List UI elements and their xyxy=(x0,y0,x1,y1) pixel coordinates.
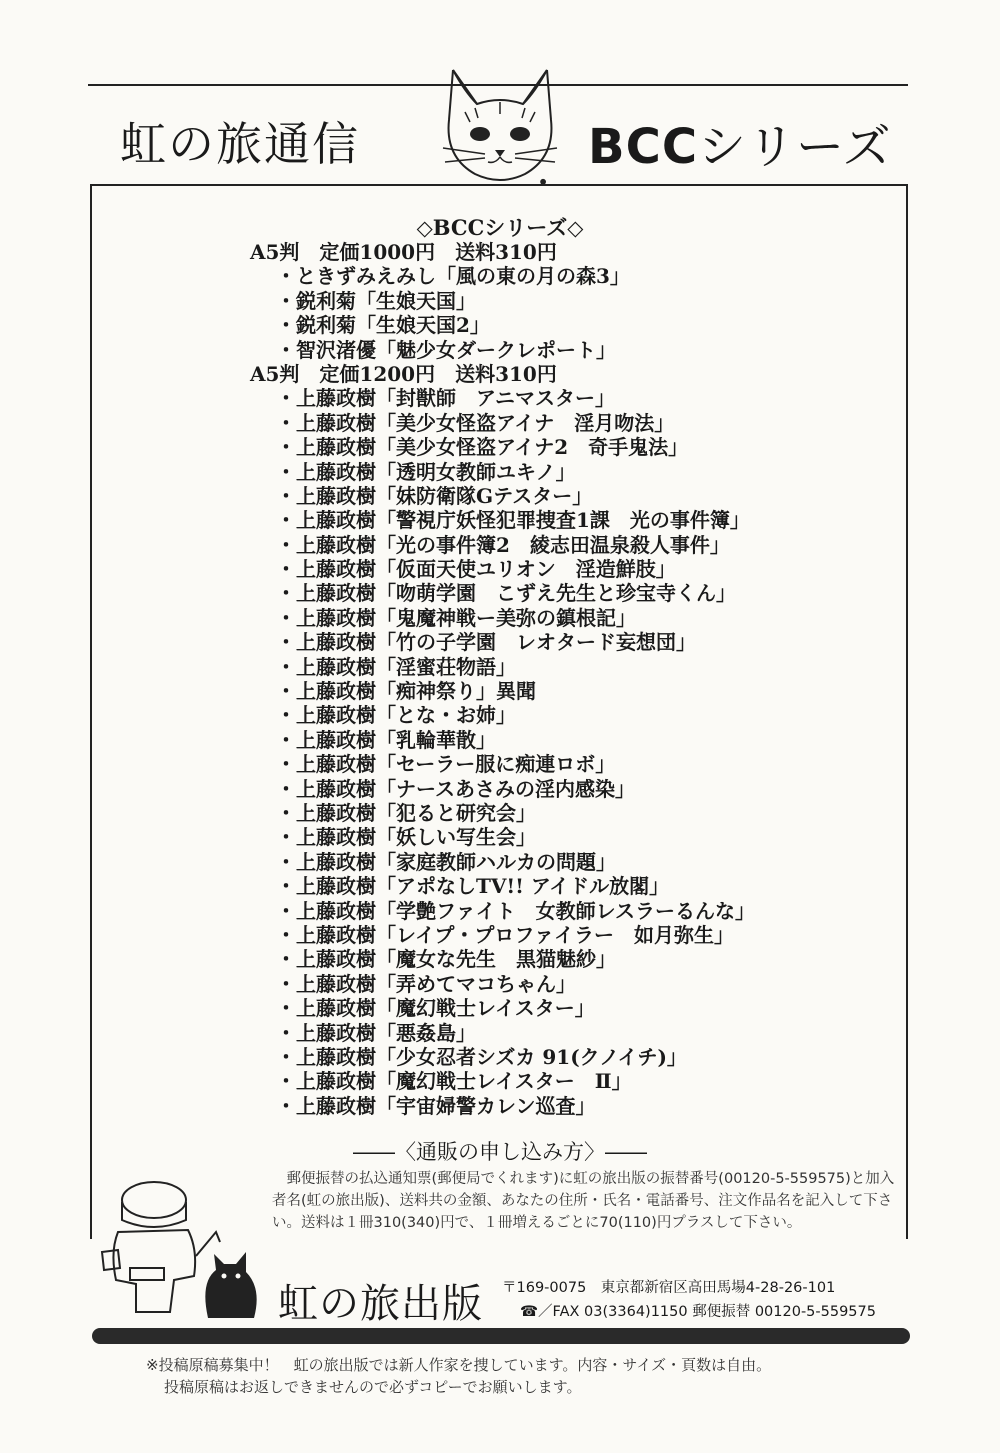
publisher-address: 〒169-0075 東京都新宿区高田馬場4-28-26-101 xyxy=(502,1280,836,1296)
series-header xyxy=(588,108,892,177)
book-list-item: ・ 上藤政樹「吻萌学園 こずえ先生と珍宝寺くん」 xyxy=(250,581,755,605)
book-list-item: ・ 上藤政樹「学艶ファイト 女教師レスラーるんな」 xyxy=(250,899,755,923)
book-list-item: ・ 上藤政樹「淫蜜荘物語」 xyxy=(250,655,755,679)
publisher-contact: ☎／FAX 03(3364)1150 郵便振替 00120-5-559575 xyxy=(520,1304,876,1320)
order-instructions: 郵便振替の払込通知票(郵便局でくれます)に虹の旅出版の振替番号(00120-5-559575)と加入者名(虹の旅出版)、送料共の金額、あなたの住所・氏名・電話番号、注文作品名を記入して下さい。送料は１冊310(340)円で、１冊増えるごとに70(110)円プラスして下さい。 xyxy=(272,1171,895,1231)
book-list-item: ・ 上藤政樹「悪姦島」 xyxy=(250,1021,755,1045)
book-list-item: ・ 上藤政樹「宇宙婦警カレン巡査」 xyxy=(250,1094,755,1118)
book-list-item: ・ ときずみえみし「風の東の月の森3」 xyxy=(250,264,755,288)
book-list-item: ・ 上藤政樹「乳輪華散」 xyxy=(250,728,755,752)
book-list-item: ・ 上藤政樹「セーラー服に痴連ロボ」 xyxy=(250,752,755,776)
submission-notice xyxy=(146,1354,946,1398)
cat-illustration xyxy=(425,62,575,197)
submission-notice-line1: ※投稿原稿募集中！ 虹の旅出版では新人作家を捜しています。内容・サイズ・頁数は自由。 xyxy=(146,1356,772,1374)
book-list-item: ・ 鋭利菊「生娘天国2」 xyxy=(250,313,755,337)
book-list-item: ・ 上藤政樹「犯ると研究会」 xyxy=(250,801,755,825)
book-list-item: ・ 上藤政樹「魔幻戦士レイスター Ⅱ」 xyxy=(250,1069,755,1093)
book-list-item: ・ 上藤政樹「ナースあさみの淫内感染」 xyxy=(250,777,755,801)
book-list-item: ・ 上藤政樹「警視庁妖怪犯罪捜査1課 光の事件簿」 xyxy=(250,508,755,532)
book-list-item: ・ 上藤政樹「弄めてマコちゃん」 xyxy=(250,972,755,996)
book-list-item: ・ 上藤政樹「痴神祭り」異聞 xyxy=(250,679,755,703)
book-list-item: ・ 鋭利菊「生娘天国」 xyxy=(250,289,755,313)
book-list-item: ・ 上藤政樹「魔幻戦士レイスター」 xyxy=(250,996,755,1020)
price-group-heading: A5判 定価1200円 送料310円 xyxy=(250,361,557,386)
book-list-item: ・ 上藤政樹「家庭教師ハルカの問題」 xyxy=(250,850,755,874)
book-list-item: ・ 上藤政樹「竹の子学園 レオタード妄想団」 xyxy=(250,630,755,654)
book-list-item: ・ 上藤政樹「封獣師 アニマスター」 xyxy=(250,386,755,410)
footer-bar xyxy=(92,1328,910,1344)
book-list-item: ・ 上藤政樹「魔女な先生 黒猫魅紗」 xyxy=(250,947,755,971)
submission-notice-line2: 投稿原稿はお返しできませんので必ずコピーでお願いします。 xyxy=(164,1378,582,1396)
series-title: ◇BCCシリーズ◇ xyxy=(416,215,584,240)
book-list-item: ・ 上藤政樹「光の事件簿2 綾志田温泉殺人事件」 xyxy=(250,533,755,557)
series-header-latin: BCC xyxy=(588,119,699,175)
publisher-name: 虹の旅出版 xyxy=(278,1281,483,1327)
book-list-item: ・ 上藤政樹「レイプ・プロファイラー 如月弥生」 xyxy=(250,923,755,947)
character-and-cat-illustration xyxy=(96,1172,268,1322)
book-list-item: ・ 上藤政樹「アポなしTV!! アイドル放閣」 xyxy=(250,874,755,898)
book-list xyxy=(250,240,755,1118)
newsletter-title: 虹の旅通信 xyxy=(120,117,360,171)
book-list-item: ・ 上藤政樹「妹防衛隊Gテスター」 xyxy=(250,484,755,508)
book-list-item: ・ 上藤政樹「美少女怪盗アイナ2 奇手鬼法」 xyxy=(250,435,755,459)
book-list-item: ・ 智沢渚優「魅少女ダークレポート」 xyxy=(250,338,755,362)
book-list-item: ・ 上藤政樹「透明女教師ユキノ」 xyxy=(250,460,755,484)
book-list-item: ・ 上藤政樹「妖しい写生会」 xyxy=(250,825,755,849)
book-list-item: ・ 上藤政樹「仮面天使ユリオン 淫造鮮肢」 xyxy=(250,557,755,581)
book-list-item: ・ 上藤政樹「美少女怪盗アイナ 淫月吻法」 xyxy=(250,411,755,435)
series-header-kana: シリーズ xyxy=(698,119,892,175)
book-list-item: ・ 上藤政樹「少女忍者シズカ 91(クノイチ)」 xyxy=(250,1045,755,1069)
price-group-heading: A5判 定価1000円 送料310円 xyxy=(250,240,557,264)
book-list-item: ・ 上藤政樹「とな・お姉」 xyxy=(250,703,755,727)
order-title: ――〈通販の申し込み方〉―― xyxy=(353,1140,647,1164)
book-list-item: ・ 上藤政樹「鬼魔神戦ー美弥の鎮根記」 xyxy=(250,606,755,630)
